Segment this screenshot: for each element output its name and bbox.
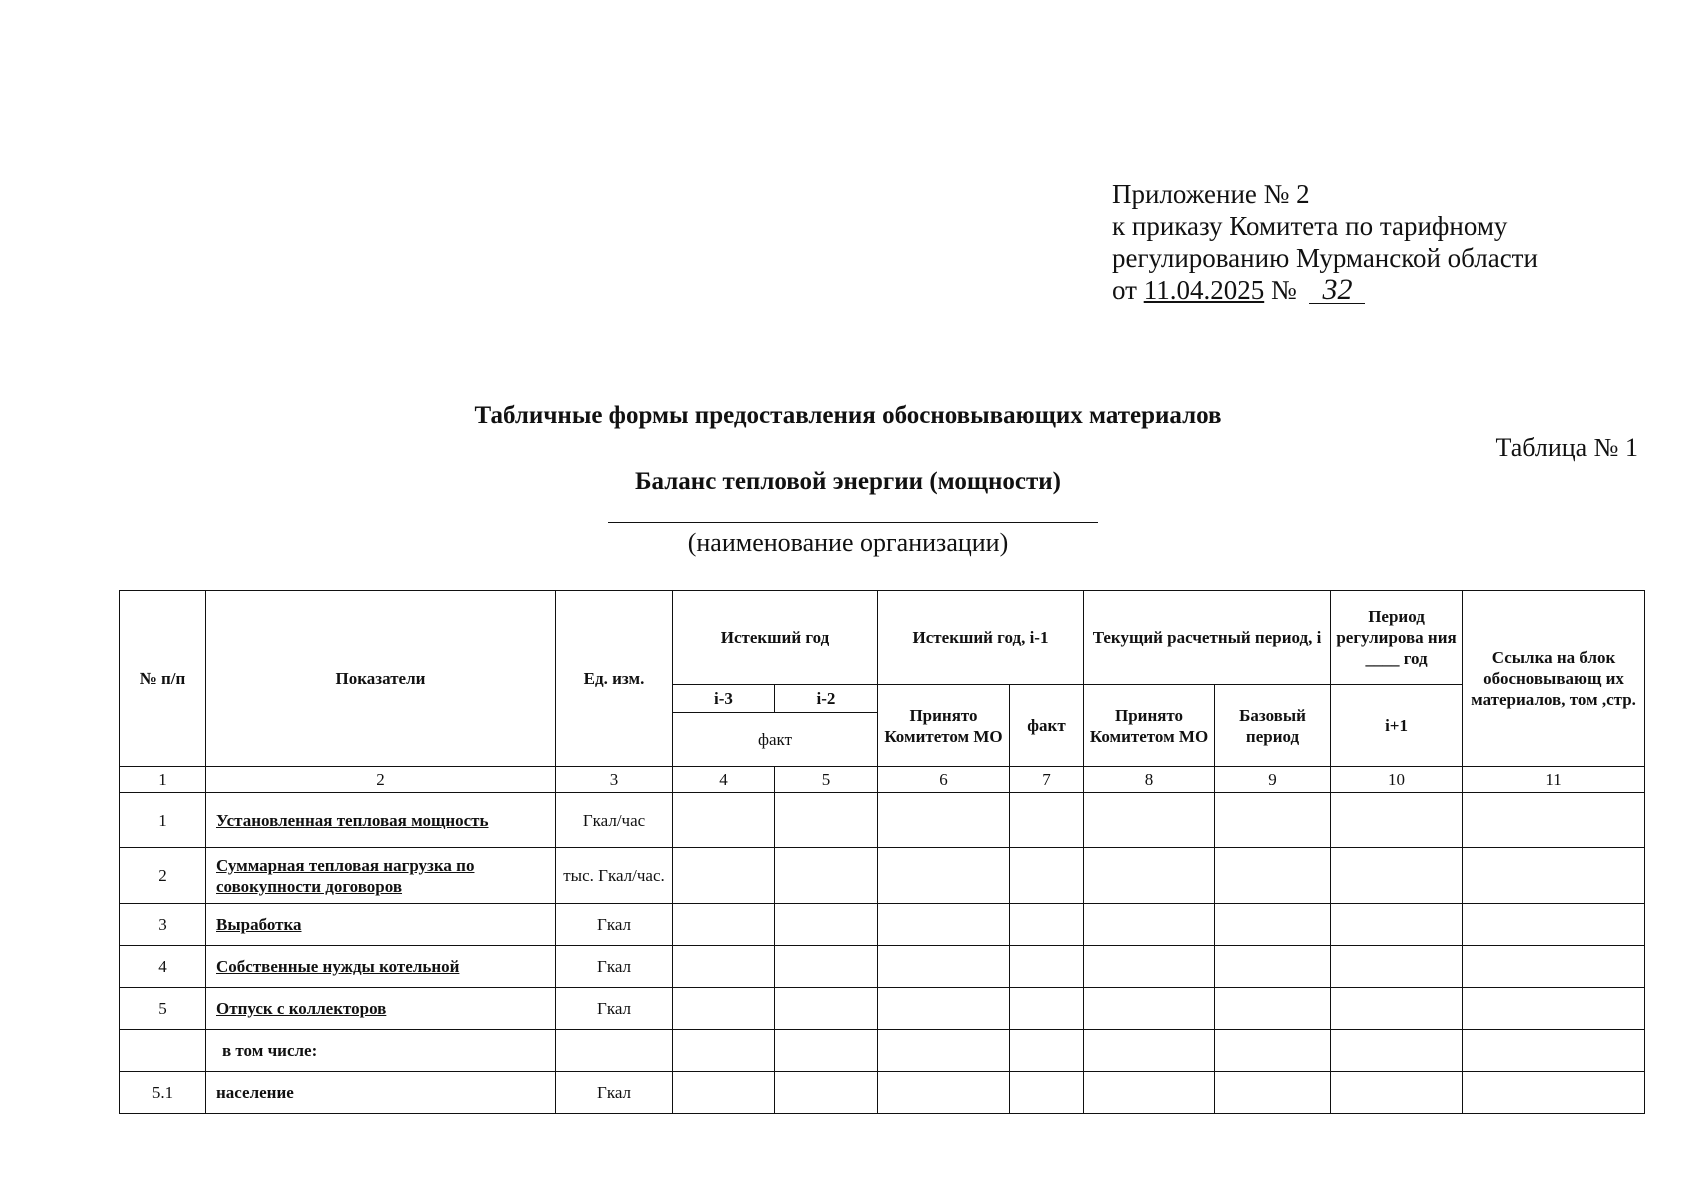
empty-cell (1010, 1072, 1084, 1114)
empty-cell (673, 988, 775, 1030)
table-row (120, 848, 1645, 904)
empty-cell (673, 1030, 775, 1072)
header-base-period: Базовый период (1215, 685, 1331, 767)
empty-cell (878, 904, 1010, 946)
column-number: 7 (1010, 767, 1084, 793)
empty-cell (1463, 988, 1645, 1030)
row-indicator: Установленная тепловая мощность (216, 810, 489, 830)
appendix-line-4 (1112, 274, 1538, 306)
empty-cell (1463, 793, 1645, 848)
row-unit: Гкал/час (556, 793, 673, 848)
table-number-label: Таблица № 1 (1495, 433, 1638, 462)
appendix-prefix: от (1112, 275, 1137, 305)
empty-cell (775, 793, 878, 848)
column-number: 9 (1215, 767, 1331, 793)
empty-cell (1010, 1030, 1084, 1072)
empty-cell (673, 1072, 775, 1114)
order-date: 11.04.2025 (1143, 275, 1265, 305)
row-num: 3 (120, 904, 206, 946)
empty-cell (1463, 946, 1645, 988)
appendix-block (1112, 178, 1538, 306)
empty-cell (1084, 1072, 1215, 1114)
organization-caption: (наименование организации) (687, 528, 1009, 557)
empty-cell (1215, 1030, 1331, 1072)
appendix-line-2: к приказу Комитета по тарифному (1112, 211, 1508, 241)
table-row (120, 1030, 1645, 1072)
empty-cell (1084, 946, 1215, 988)
row-indicator: Суммарная тепловая нагрузка по совокупности договоров (216, 855, 475, 896)
header-accepted-1: Принято Комитетом МО (878, 685, 1010, 767)
empty-cell (775, 946, 878, 988)
empty-cell (878, 848, 1010, 904)
column-number: 1 (120, 767, 206, 793)
empty-cell (1463, 904, 1645, 946)
header-accepted-2: Принято Комитетом МО (1084, 685, 1215, 767)
empty-cell (1215, 848, 1331, 904)
table-row (120, 946, 1645, 988)
header-i-plus-1: i+1 (1331, 685, 1463, 767)
header-fact: факт (1010, 685, 1084, 767)
empty-cell (775, 988, 878, 1030)
row-unit: Гкал (556, 946, 673, 988)
empty-cell (1084, 793, 1215, 848)
empty-cell (775, 1030, 878, 1072)
row-unit: тыс. Гкал/час. (556, 848, 673, 904)
empty-cell (1215, 1072, 1331, 1114)
empty-cell (1010, 988, 1084, 1030)
header-i-2: i-2 (775, 685, 878, 713)
column-number: 4 (673, 767, 775, 793)
empty-cell (673, 848, 775, 904)
column-number: 3 (556, 767, 673, 793)
balance-table (119, 590, 1645, 1114)
order-number-label: № (1270, 275, 1297, 305)
order-number-handwritten: 32 (1309, 277, 1365, 304)
column-number: 10 (1331, 767, 1463, 793)
header-fact-span: факт (673, 713, 878, 767)
empty-cell (878, 1072, 1010, 1114)
column-number: 5 (775, 767, 878, 793)
header-regulation-period: Период регулирова ния ____ год (1331, 591, 1463, 685)
row-num (120, 1030, 206, 1072)
empty-cell (1215, 793, 1331, 848)
header-num: № п/п (120, 591, 206, 767)
empty-cell (1331, 1072, 1463, 1114)
document-title: Табличные формы предоставления обосновывающих материалов (474, 402, 1222, 429)
row-unit: Гкал (556, 988, 673, 1030)
header-expired-year-i1: Истекший год, i-1 (878, 591, 1084, 685)
header-reference: Ссылка на блок обосновывающ их материалов, том ,стр. (1463, 591, 1645, 767)
empty-cell (673, 904, 775, 946)
empty-cell (1084, 988, 1215, 1030)
empty-cell (1084, 904, 1215, 946)
empty-cell (775, 848, 878, 904)
header-indicator: Показатели (206, 591, 556, 767)
empty-cell (1084, 848, 1215, 904)
table-row (120, 1072, 1645, 1114)
row-num: 5 (120, 988, 206, 1030)
row-indicator: Выработка (216, 915, 302, 934)
empty-cell (878, 988, 1010, 1030)
row-num: 1 (120, 793, 206, 848)
row-unit: Гкал (556, 1072, 673, 1114)
empty-cell (1084, 1030, 1215, 1072)
row-indicator: Отпуск с коллекторов (216, 999, 387, 1018)
row-num: 5.1 (120, 1072, 206, 1114)
empty-cell (1331, 904, 1463, 946)
table-row (120, 793, 1645, 848)
empty-cell (1463, 1030, 1645, 1072)
header-current-period: Текущий расчетный период, i (1084, 591, 1331, 685)
empty-cell (1215, 988, 1331, 1030)
table-row (120, 988, 1645, 1030)
empty-cell (1010, 904, 1084, 946)
empty-cell (1331, 793, 1463, 848)
row-unit: Гкал (556, 904, 673, 946)
empty-cell (1331, 1030, 1463, 1072)
header-expired-year: Истекший год (673, 591, 878, 685)
empty-cell (878, 946, 1010, 988)
row-unit (556, 1030, 673, 1072)
header-unit: Ед. изм. (556, 591, 673, 767)
header-i-3: i-3 (673, 685, 775, 713)
empty-cell (878, 1030, 1010, 1072)
empty-cell (1010, 793, 1084, 848)
empty-cell (1331, 848, 1463, 904)
empty-cell (1215, 904, 1331, 946)
appendix-line-1: Приложение № 2 (1112, 179, 1310, 209)
table-subtitle: Баланс тепловой энергии (мощности) (635, 468, 1061, 495)
row-num: 2 (120, 848, 206, 904)
empty-cell (775, 904, 878, 946)
empty-cell (775, 1072, 878, 1114)
appendix-line-3: регулированию Мурманской области (1112, 243, 1538, 273)
empty-cell (1463, 848, 1645, 904)
empty-cell (878, 793, 1010, 848)
organization-name-line (608, 522, 1098, 523)
row-indicator: в том числе: (206, 1030, 556, 1072)
row-indicator: население (206, 1072, 556, 1114)
column-number: 8 (1084, 767, 1215, 793)
empty-cell (1331, 946, 1463, 988)
row-indicator: Собственные нужды котельной (216, 957, 460, 976)
empty-cell (1463, 1072, 1645, 1114)
empty-cell (673, 946, 775, 988)
column-number: 6 (878, 767, 1010, 793)
column-number: 11 (1463, 767, 1645, 793)
empty-cell (673, 793, 775, 848)
empty-cell (1215, 946, 1331, 988)
empty-cell (1331, 988, 1463, 1030)
row-num: 4 (120, 946, 206, 988)
empty-cell (1010, 848, 1084, 904)
empty-cell (1010, 946, 1084, 988)
table-row (120, 904, 1645, 946)
column-number-row (120, 767, 1645, 793)
column-number: 2 (206, 767, 556, 793)
